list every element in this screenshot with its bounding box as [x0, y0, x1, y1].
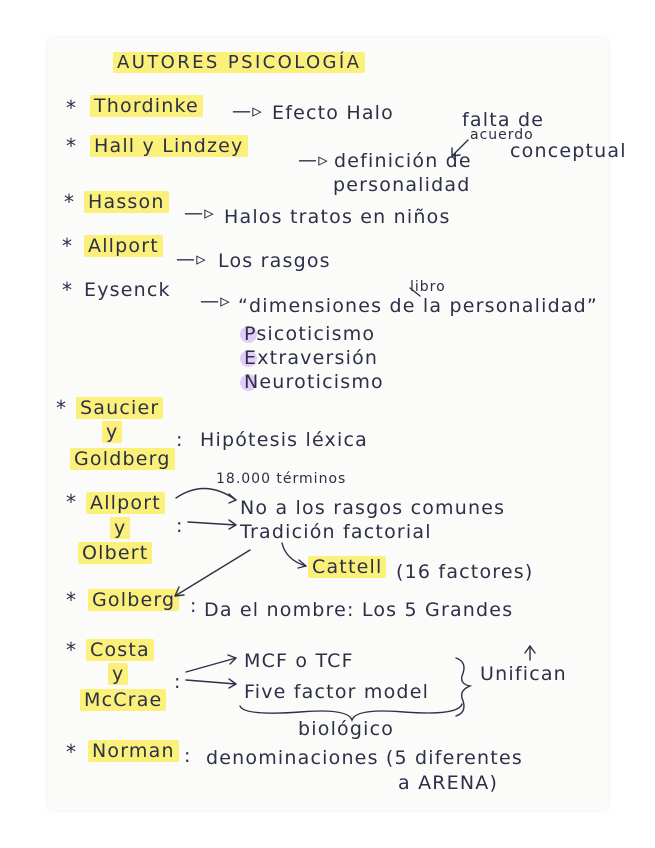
arrow: —▹ [184, 202, 215, 224]
conjunction: y [102, 422, 122, 444]
dimension-item: Neuroticismo [244, 371, 384, 393]
bullet-star: * [66, 490, 76, 514]
page-title: AUTORES PSICOLOGÍA [113, 53, 365, 74]
side-note: acuerdo [470, 127, 534, 143]
arrow: —▹ [176, 248, 207, 270]
colon: : [174, 671, 182, 693]
side-note: falta de [462, 109, 545, 131]
author-thordinke: Thordinke [90, 96, 203, 118]
concept-text: Los rasgos [218, 250, 331, 272]
concept-text: No a los rasgos comunes [240, 497, 506, 519]
concept-text: “dimensiones de la personalidad” [238, 295, 598, 317]
colon: : [176, 515, 184, 537]
colon: : [190, 595, 198, 617]
concept-text: Efecto Halo [272, 102, 394, 124]
author-cattell: Cattell [308, 557, 386, 579]
concept-text: definición de [334, 150, 472, 172]
author-norman: Norman [88, 741, 179, 763]
side-note: 18.000 términos [216, 471, 347, 487]
arrow: —▹ [200, 290, 231, 312]
author-allport: Allport [84, 236, 163, 258]
bullet-star: * [66, 134, 76, 158]
author-eysenck: Eysenck [84, 279, 171, 301]
concept-text: (16 factores) [396, 561, 534, 583]
bullet-star: * [66, 638, 76, 662]
bullet-star: * [64, 190, 74, 214]
author-mccrae: McCrae [80, 690, 166, 712]
concept-text: a ARENA) [398, 772, 499, 794]
conjunction: y [110, 518, 130, 540]
author-goldberg: Goldberg [70, 449, 175, 471]
concept-text: Tradición factorial [240, 521, 432, 543]
author-hasson: Hasson [84, 192, 169, 214]
concept-text: personalidad [333, 174, 471, 196]
concept-text: biológico [298, 718, 395, 740]
concept-text: Halos tratos en niños [224, 206, 451, 228]
concept-text: denominaciones (5 diferentes [206, 747, 523, 769]
colon: : [184, 745, 192, 767]
side-note: conceptual [510, 140, 627, 162]
concept-text: Unifican [480, 663, 567, 685]
colon: : [176, 429, 184, 451]
side-note: libro [410, 279, 446, 295]
concept-text: Five factor model [244, 681, 430, 703]
author-allport-2: Allport [86, 493, 165, 515]
conjunction: y [108, 664, 128, 686]
author-olbert: Olbert [78, 543, 152, 565]
bullet-star: * [66, 96, 76, 120]
arrow: —▹ [232, 100, 263, 122]
bullet-star: * [56, 396, 66, 420]
bullet-star: * [62, 278, 72, 302]
bullet-star: * [66, 588, 76, 612]
bullet-star: * [66, 740, 76, 764]
author-saucier: Saucier [76, 398, 163, 420]
author-hall-lindzey: Hall y Lindzey [90, 136, 248, 158]
concept-text: MCF o TCF [244, 650, 354, 672]
concept-text: Da el nombre: Los 5 Grandes [204, 599, 514, 621]
concept-text: Hipótesis léxica [200, 429, 368, 451]
dimension-item: Psicoticismo [244, 323, 376, 345]
dimension-item: Extraversión [244, 347, 379, 369]
author-golberg: Golberg [88, 590, 179, 612]
bullet-star: * [62, 234, 72, 258]
author-costa: Costa [86, 640, 154, 662]
arrow: —▹ [298, 149, 329, 171]
